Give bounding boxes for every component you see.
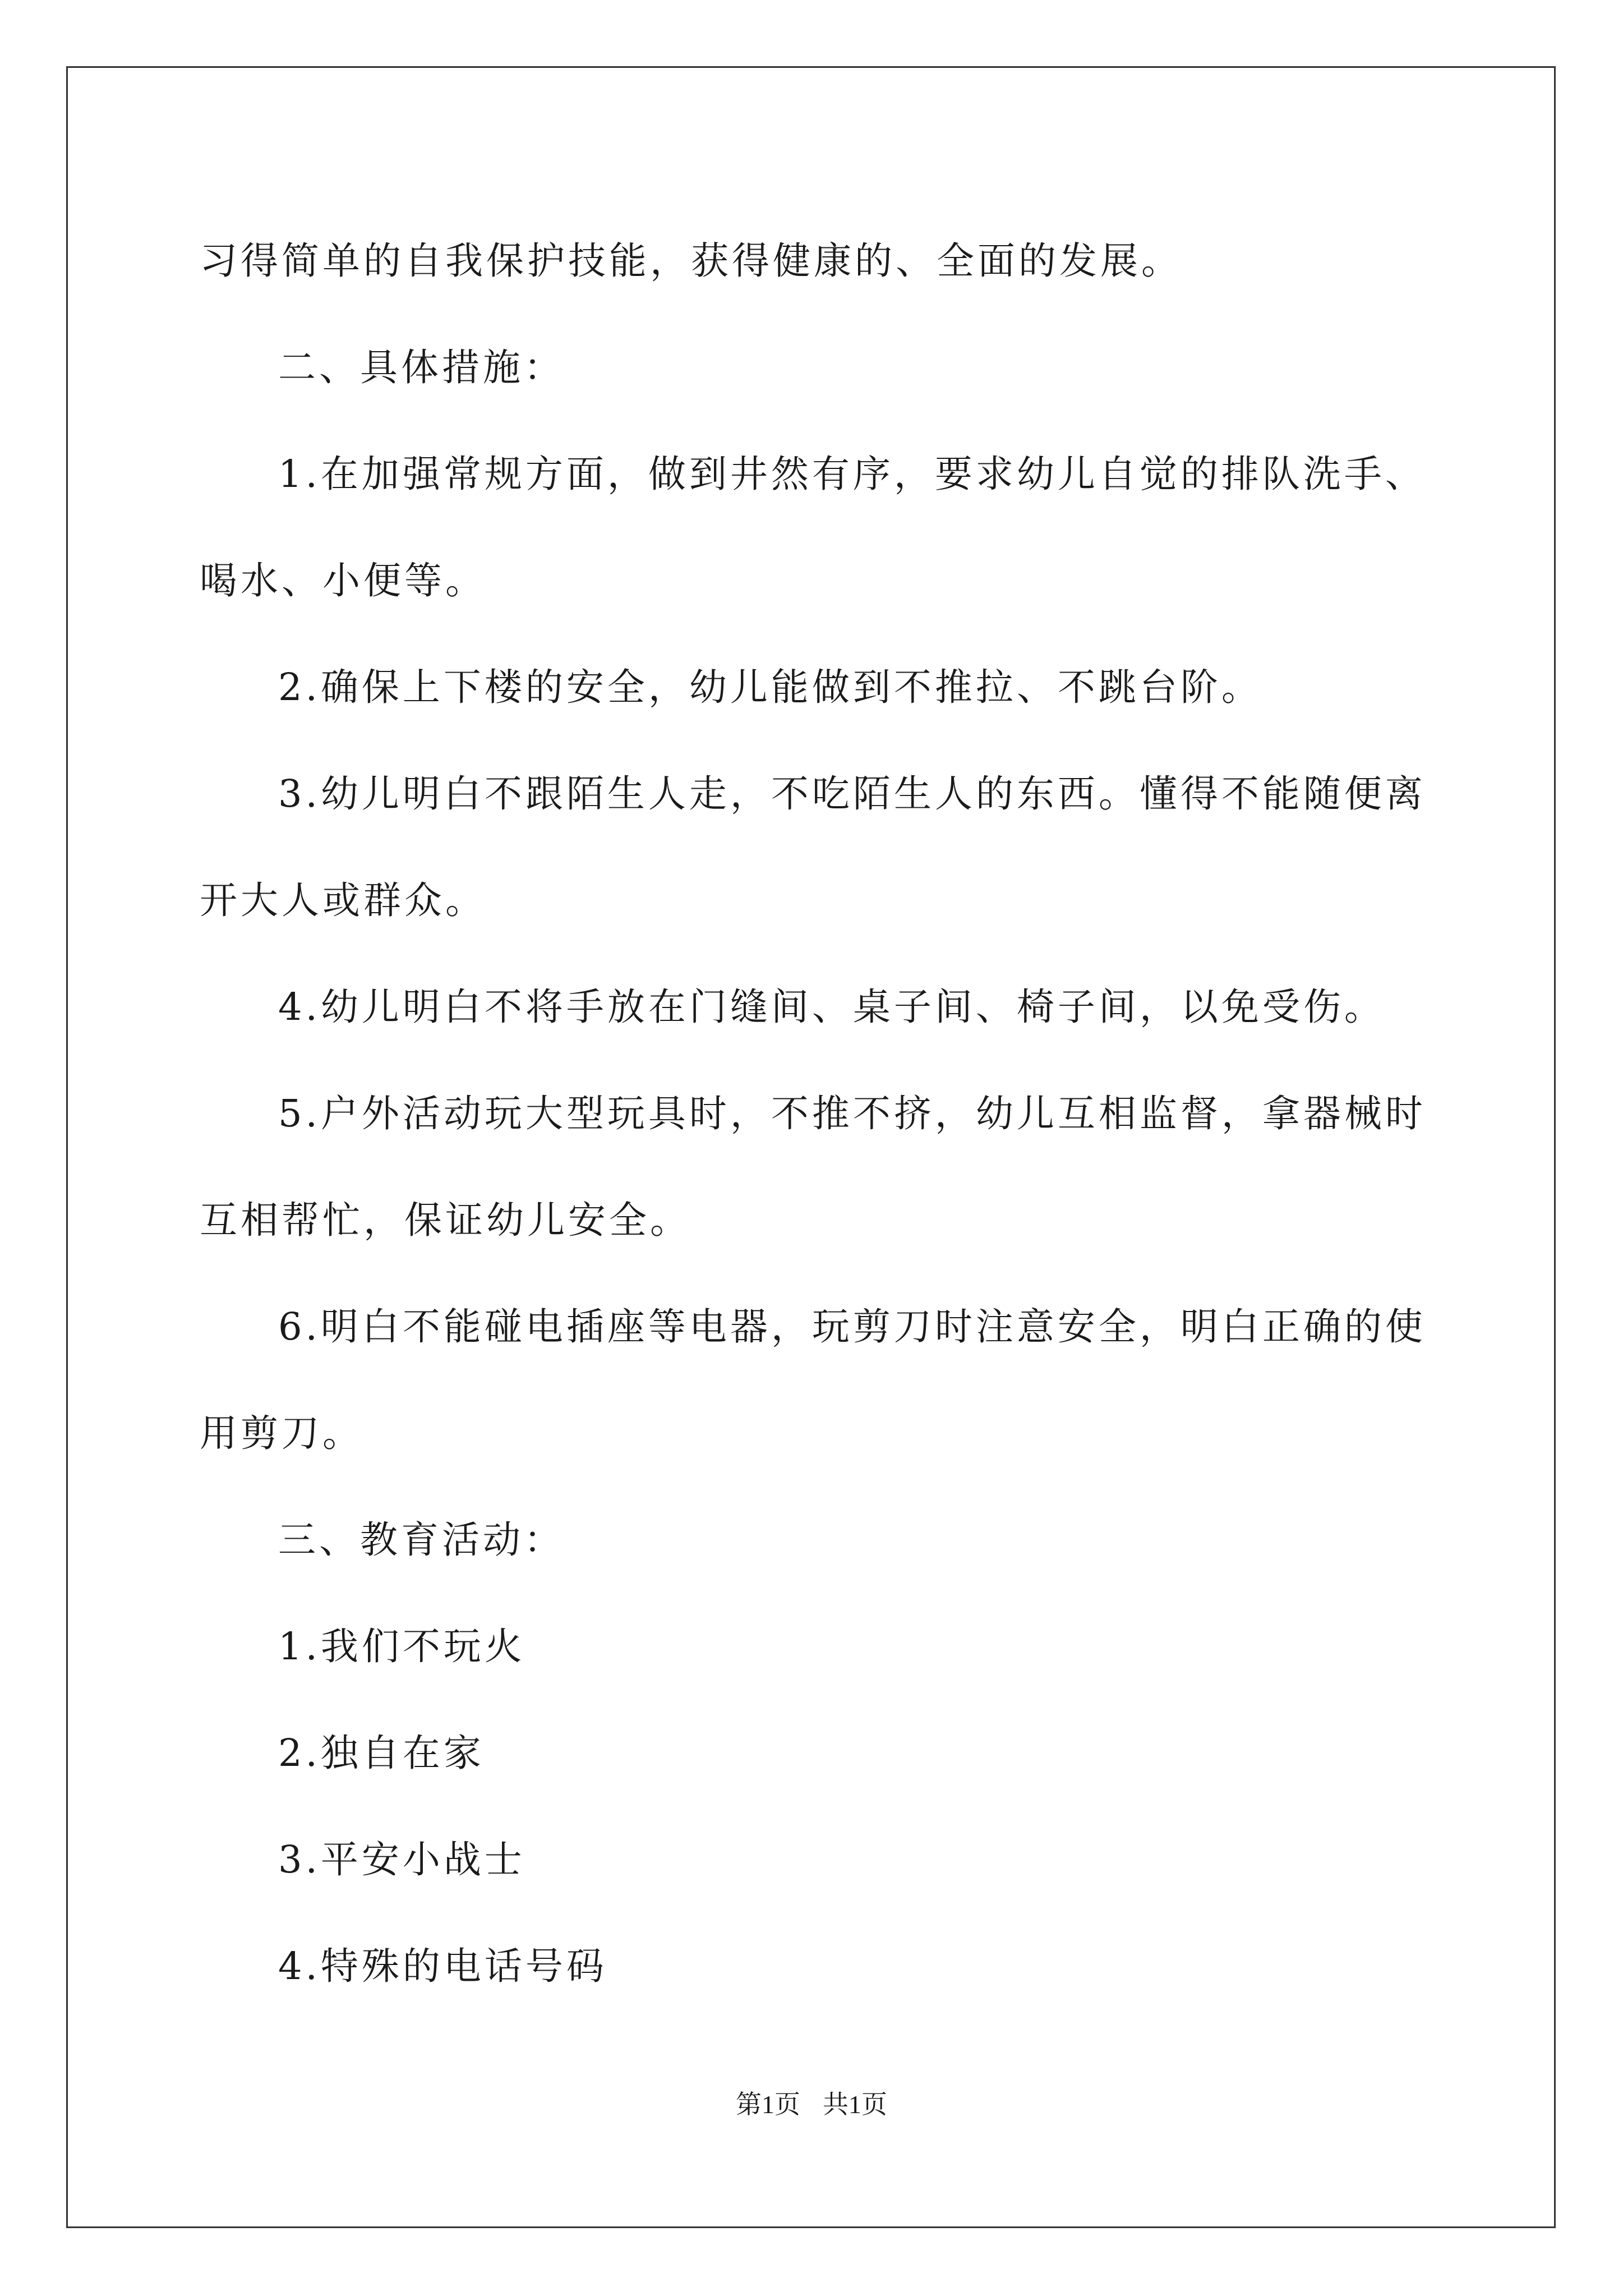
list-item: 5.户外活动玩大型玩具时，不推不挤，幼儿互相监督，拿器械时 [278,1092,1426,1135]
list-item: 4.特殊的电话号码 [278,1944,607,1988]
list-item: 1.我们不玩火 [278,1625,525,1668]
section-heading: 二、具体措施： [278,346,565,389]
section-heading: 三、教育活动： [278,1518,565,1562]
page-total: 共1页 [823,2090,887,2119]
list-item: 2.确保上下楼的安全，幼儿能做到不推拉、不跳台阶。 [278,665,1262,709]
list-item-continuation: 开大人或群众。 [200,878,486,922]
paragraph: 习得简单的自我保护技能，获得健康的、全面的发展。 [200,239,1182,283]
list-item-continuation: 用剪刀。 [200,1411,363,1455]
list-item-continuation: 互相帮忙，保证幼儿安全。 [200,1198,691,1242]
document-body [200,208,1433,2019]
page-number: 第1页 [736,2090,800,2119]
list-item: 1.在加强常规方面，做到井然有序，要求幼儿自觉的排队洗手、 [278,452,1426,496]
list-item-continuation: 喝水、小便等。 [200,559,486,602]
list-item: 4.幼儿明白不将手放在门缝间、桌子间、椅子间，以免受伤。 [278,985,1385,1029]
page-footer [0,2084,1623,2121]
list-item: 2.独自在家 [278,1731,485,1775]
list-item: 3.幼儿明白不跟陌生人走，不吃陌生人的东西。懂得不能随便离 [278,772,1426,816]
list-item: 6.明白不能碰电插座等电器，玩剪刀时注意安全，明白正确的使 [278,1305,1426,1349]
list-item: 3.平安小战士 [278,1838,525,1881]
